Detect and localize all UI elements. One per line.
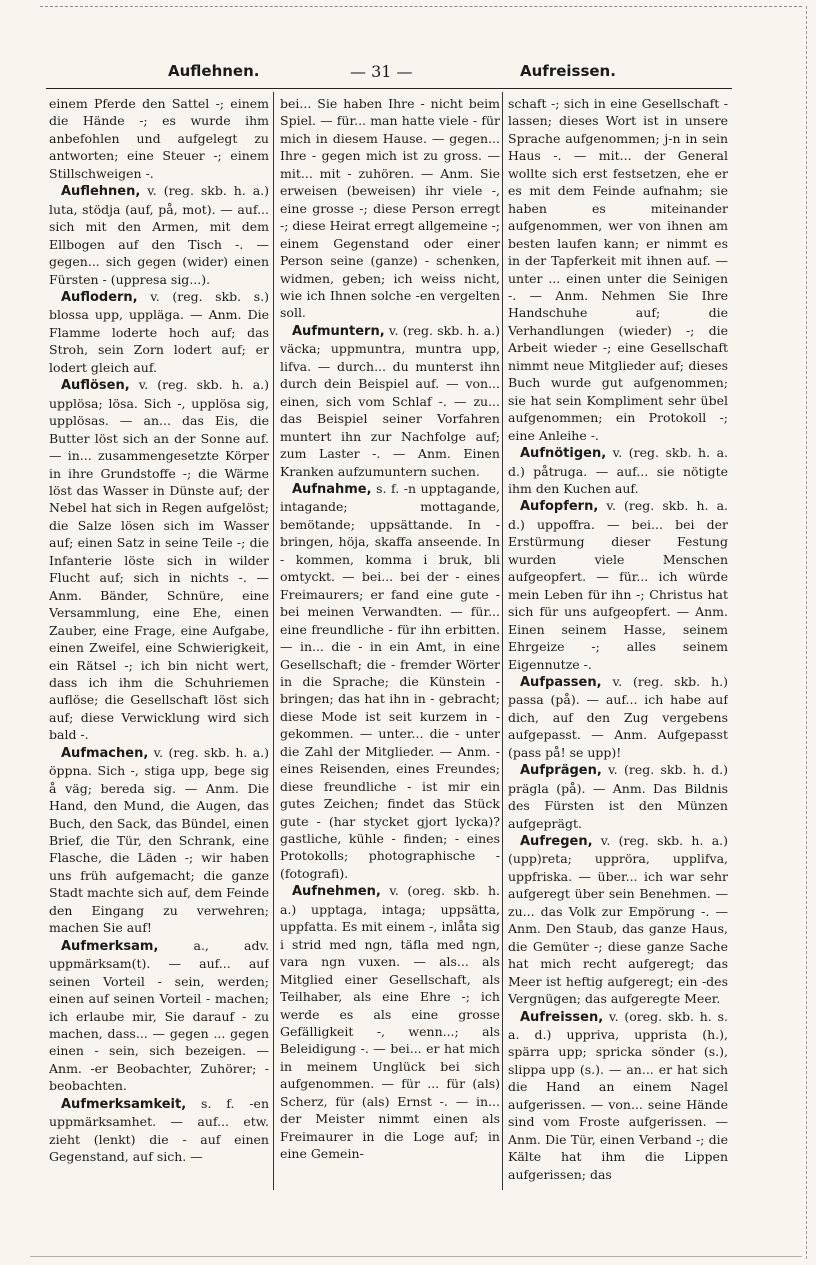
page-number: — 31 —	[350, 62, 413, 81]
entry-text: v. (reg. skb. h. a.) luta, stödja (auf, på, mot). — auf... sich mit den Armen, mit dem Ellbogen auf den Tisch -. — gegen... sich gegen (wider) einen Fürsten - (uppresa sig...).	[49, 183, 269, 287]
entry-continuation	[508, 95, 728, 444]
entry-text: v. (oreg. skb. h. s. a. d.) uppriva, upprista (h.), spärra upp; spricka sönder (s.), slippa upp (s.). — an... er hat sich die Hand an einem Nagel aufgerissen. — von... seine Hände sind vom Froste aufgerissen. — Anm. Die Tür, einen Verband -; die Kälte hat ihm die Lippen aufgerissen; das	[508, 1008, 728, 1182]
entry-text: einem Pferde den Sattel -; einem die Hände -; es wurde ihm anbefohlen und aufgelegt zu antworten; eine Steuer -; einem Stillschweigen -.	[49, 96, 269, 181]
header-last-word: Aufreissen.	[520, 62, 616, 80]
dictionary-entry	[508, 444, 728, 497]
entry-text: v. (reg. skb. h. a. d.) uppoffra. — bei... bei der Erstürmung dieser Festung wurden viele Menschen aufgeopfert. — für... ich würde mein Leben für ihn -; Christus hat sich für uns aufgeopfert. — Anm. Einen seinem Hasse, seinem Ehrgeize -; alles seinem Eigennutze -.	[508, 498, 728, 672]
headword: Aufmachen,	[61, 745, 149, 761]
column-divider	[502, 92, 503, 1190]
bottom-border	[30, 1256, 802, 1257]
headword: Aufnahme,	[292, 481, 372, 497]
headword: Aufopfern,	[520, 499, 599, 515]
entry-text: schaft -; sich in eine Gesellschaft - lassen; dieses Wort ist in unsere Sprache aufgenommen; j-n in sein Haus -. — mit... der General wollte sich erst festsetzen, ehe er es mit dem Feinde aufnahm; sie haben es miteinander aufgenommen, wer von ihnen am besten laufen kann; er nimmt es in der Tapferkeit mit ihnen auf. — unter ... einen unter die Seinigen -. — Anm. Nehmen Sie Ihre Handschuhe auf; die Verhandlungen (wieder) -; die Arbeit wieder -; eine Gesellschaft nimmt neue Mitglieder auf; dieses Buch wurde gut aufgenommen; sie hat sein Kompliment sehr übel aufgenommen; ein Protokoll -; eine Anleihe -.	[508, 96, 728, 443]
running-header	[150, 60, 630, 84]
headword: Aufprägen,	[520, 763, 602, 779]
entry-text: s. f. -en uppmärksamhet. — auf... etw. zieht (lenkt) die - auf einen Gegenstand, auf sich. —	[49, 1095, 269, 1165]
header-rule	[46, 88, 732, 89]
entry-text: v. (reg. skb. h. a.) upplösa; lösa. Sich -, upplösa sig, upplösas. — an... das Eis, die Butter löst sich an der Sonne auf. — in... zusammengesetzte Körper in ihre Grundstoffe -; die Wärme löst das Wasser in Dünste auf; der Nebel hat sich in Regen aufgelöst; die Salze lösen sich im Wasser auf; einen Satz in seine Teile -; die Infanterie löste sich in wilder Flucht auf; sich in nichts -. — Anm. Bänder, Schnüre, eine Versammlung, eine Ehe, einen Zauber, eine Frage, eine Aufgabe, einen Zweifel, eine Schwierigkeit, ein Rätsel -; ich bin nicht wert, dass ich ihm die Schuhriemen auflöse; die Gesellschaft löst sich auf; diese Verwicklung wird sich bald -.	[49, 377, 269, 743]
headword: Aufregen,	[520, 834, 593, 850]
entry-text: a., adv. uppmärksam(t). — auf... auf seinen Vorteil - sein, werden; einen auf seinen Vorteil - machen; ich erlaube mir, Sie darauf - zu machen, dass... — gegen ... gegen einen - sein, sich bezeigen. — Anm. -er Beobachter, Zuhörer; - beobachten.	[49, 937, 269, 1094]
dictionary-entry	[508, 832, 728, 1008]
headword: Aufmuntern,	[292, 323, 385, 339]
dictionary-entry	[508, 761, 728, 832]
headword: Aufnehmen,	[292, 884, 381, 900]
column-2	[280, 95, 500, 1195]
entry-text: v. (reg. skb. h. a. d.) påtruga. — auf... sie nötigte ihm den Kuchen auf.	[508, 445, 728, 496]
dictionary-entry	[280, 882, 500, 1162]
column-3	[508, 95, 728, 1195]
dictionary-entry	[280, 480, 500, 882]
dictionary-entry	[508, 497, 728, 673]
entry-text: s. f. -n upptagande, intagande; mottagande, bemötande; uppsättande. In - bringen, höja, skaffa anseende. In - kommen, komma i bruk, bli omtyckt. — bei... bei der - eines Freimaurers; er fand eine gute - bei meinen Verwandten. — für... eine freundliche - für ihn erbitten. — in... die - in ein Amt, in eine Gesellschaft; die - fremder Wörter in die Sprache; die Künstein - bringen; das hat ihn in - gebracht; diese Mode ist seit kurzem in - gekommen. — unter... die - unter die Zahl der Mitglieder. — Anm. - eines Reisenden, eines Freundes; diese freundliche - ist mir ein gutes Zeichen; findet das Stück gute - (har stycket gjort lycka)? gastliche, kühle - finden; - eines Protokolls; photographische - (fotografi).	[280, 480, 500, 881]
dictionary-entry	[508, 673, 728, 761]
entry-text: v. (reg. skb. h. a.) (upp)reta; uppröra, upplifva, uppfriska. — über... ich war sehr aufgeregt über sein Benehmen. — zu... das Volk zur Empörung -. — Anm. Den Staub, das ganze Haus, die Gemüter -; diese ganze Sache hat mich recht aufgeregt; das Meer ist heftig aufgeregt; ein -des Vergnügen; das aufgeregte Meer.	[508, 833, 728, 1007]
headword: Auflösen,	[61, 378, 130, 394]
dictionary-entry	[49, 937, 269, 1095]
headword: Aufmerksamkeit,	[61, 1096, 187, 1112]
entry-text: bei... Sie haben Ihre - nicht beim Spiel. — für... man hatte viele - für mich in diesem Hause. — gegen... Ihre - gegen mich ist zu gross. — mit... mit - zuhören. — Anm. Sie erweisen (beweisen) ihr viele -, eine grosse -; diese Person erregt -; diese Heirat erregt allgemeine -; einem Gegenstand oder einer Person seine (ganze) - schenken, widmen, geben; ich weiss nicht, wie ich Ihnen solche -en vergelten soll.	[280, 96, 500, 321]
entry-continuation	[280, 95, 500, 322]
headword: Aufpassen,	[520, 674, 602, 690]
dictionary-entry	[49, 182, 269, 288]
dictionary-entry	[49, 376, 269, 744]
top-border	[40, 6, 802, 7]
column-1	[49, 95, 269, 1195]
headword: Aufnötigen,	[520, 446, 607, 462]
dictionary-entry	[49, 744, 269, 937]
column-divider	[273, 92, 274, 1190]
header-first-word: Auflehnen.	[168, 62, 260, 80]
entry-text: v. (reg. skb. s.) blossa upp, uppläga. — Anm. Die Flamme loderte hoch auf; das Stroh, sein Zorn lodert auf; er lodert gleich auf.	[49, 288, 269, 375]
right-border	[806, 6, 807, 1259]
headword: Auflodern,	[61, 289, 138, 305]
entry-text: v. (reg. skb. h.) passa (på). — auf... ich habe auf dich, auf den Zug vergebens aufgepasst. — Anm. Aufgepasst (pass på! se upp)!	[508, 673, 728, 760]
entry-text: v. (reg. skb. h. a.) väcka; uppmuntra, muntra upp, lifva. — durch... du munterst ihn durch dein Beispiel auf. — von... einen, sich vom Schlaf -. — zu... das Beispiel seiner Vorfahren muntert ihn zur Nachfolge auf; zum Laster -. — Anm. Einen Kranken aufzumuntern suchen.	[280, 322, 500, 479]
entry-text: v. (reg. skb. h. d.) prägla (på). — Anm. Das Bildnis des Fürsten ist den Münzen aufgeprägt.	[508, 762, 728, 831]
dictionary-entry	[49, 1095, 269, 1166]
entry-continuation	[49, 95, 269, 182]
headword: Aufmerksam,	[61, 938, 159, 954]
entry-text: v. (oreg. skb. h. a.) upptaga, intaga; uppsätta, uppfatta. Es mit einem -, inlåta sig i strid med ngn, täfla med ngn, vara ngn vuxen. — als... als Mitglied einer Gesellschaft, als Teilhaber, als eine Ehre -; ich werde es als eine grosse Gefälligkeit -, wenn...; als Beleidigung -. — bei... er hat mich in meinem Unglück bei sich aufgenommen. — für ... für (als) Scherz, für (als) Ernst -. — in... der Meister nimmt einen als Freimaurer in die Loge auf; in eine Gemein-	[280, 883, 500, 1162]
dictionary-entry	[508, 1008, 728, 1184]
headword: Aufreissen,	[520, 1009, 604, 1025]
dictionary-entry	[49, 288, 269, 376]
dictionary-entry	[280, 322, 500, 480]
entry-text: v. (reg. skb. h. a.) öppna. Sich -, stiga upp, bege sig å väg; bereda sig. — Anm. Die Hand, den Mund, die Augen, das Buch, den Sack, das Bündel, einen Brief, die Tür, den Schrank, eine Flasche, die Läden -; wir haben uns früh aufgemacht; die ganze Stadt machte sich auf, dem Feinde den Eingang zu verwehren; machen Sie auf!	[49, 744, 269, 936]
headword: Auflehnen,	[61, 184, 141, 200]
